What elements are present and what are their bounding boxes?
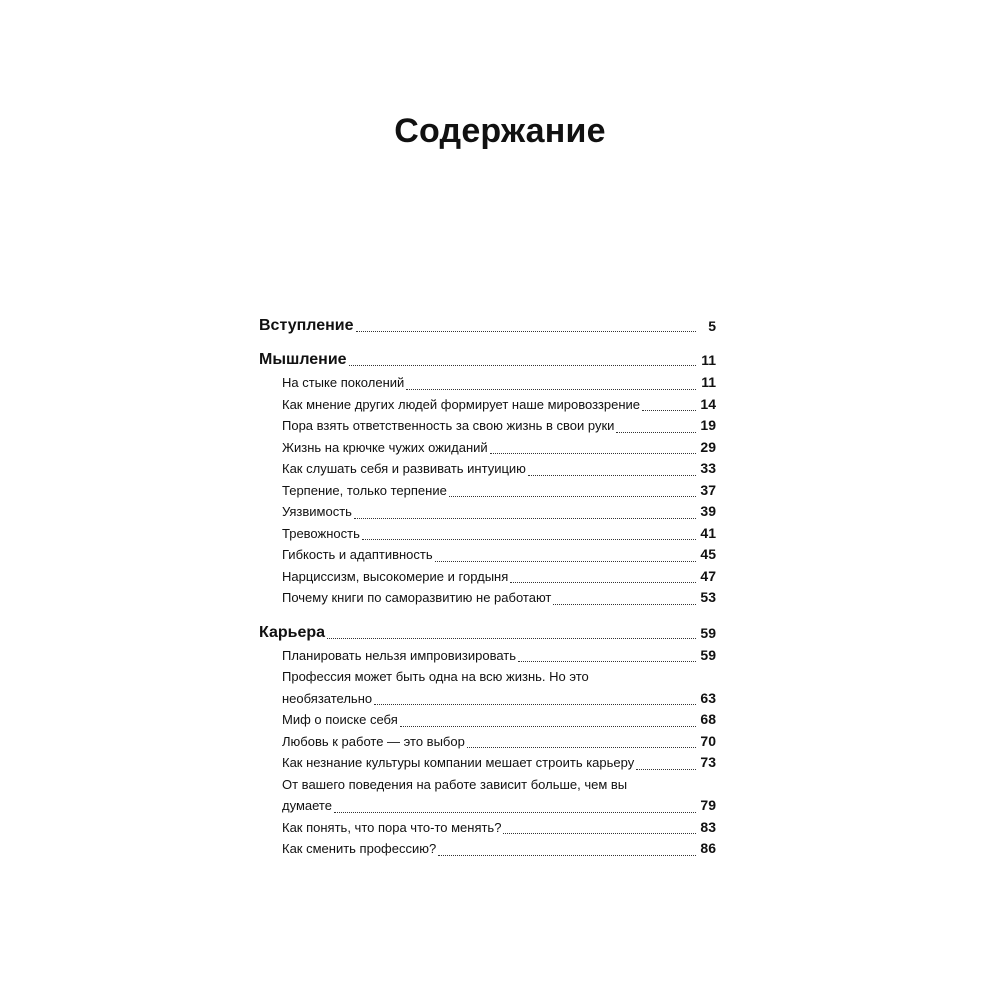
dot-leader bbox=[642, 400, 696, 411]
toc-item[interactable] bbox=[259, 566, 716, 588]
toc-item-label: Нарциссизм, высокомерие и гордыня bbox=[282, 568, 509, 584]
toc-item[interactable] bbox=[259, 752, 716, 774]
toc-part-label: Карьера bbox=[259, 623, 326, 641]
toc-item[interactable] bbox=[259, 501, 716, 523]
toc-item-label: Жизнь на крючке чужих ожиданий bbox=[282, 439, 488, 455]
dot-leader bbox=[528, 465, 696, 476]
toc-part-thinking[interactable] bbox=[259, 350, 716, 370]
toc-item[interactable] bbox=[259, 731, 716, 753]
toc-item-label: Пора взять ответственность за свою жизнь в свои руки bbox=[282, 418, 615, 433]
toc-item[interactable] bbox=[259, 544, 716, 566]
toc-page-number: 53 bbox=[700, 589, 716, 605]
toc-item-label: Как слушать себя и развивать интуицию bbox=[282, 461, 526, 476]
toc-item-label: На стыке поколений bbox=[282, 375, 405, 390]
page-title: Содержание bbox=[394, 112, 606, 150]
dot-leader bbox=[636, 759, 696, 770]
dot-leader bbox=[400, 716, 696, 727]
dot-leader bbox=[616, 422, 696, 433]
toc-page-number: 11 bbox=[701, 352, 716, 368]
toc-part-intro[interactable] bbox=[259, 316, 716, 336]
toc-part-career[interactable] bbox=[259, 623, 716, 643]
dot-leader bbox=[467, 737, 696, 748]
toc-part-label: Вступление bbox=[259, 317, 354, 334]
toc-page-number: 29 bbox=[700, 438, 716, 455]
toc-page-number: 79 bbox=[700, 797, 716, 813]
toc-item-label: Планировать нельзя импровизировать bbox=[282, 647, 517, 663]
toc-item-label-line2: необязательно bbox=[282, 690, 373, 706]
toc-item-label-line1: От вашего поведения на работе зависит больше, чем вы bbox=[282, 776, 628, 792]
toc-item[interactable] bbox=[259, 838, 716, 860]
toc-item-label: Почему книги по саморазвитию не работают bbox=[282, 590, 552, 605]
toc-page-number: 19 bbox=[700, 417, 716, 433]
toc-item-label-line2: думаете bbox=[282, 798, 332, 813]
toc-item-label: Как мнение других людей формирует наше мировоззрение bbox=[282, 396, 641, 412]
dot-leader bbox=[334, 802, 696, 813]
dot-leader bbox=[356, 321, 697, 332]
dot-leader bbox=[518, 651, 696, 662]
dot-leader bbox=[503, 823, 696, 834]
toc-item-label: Гибкость и адаптивность bbox=[282, 547, 433, 562]
dot-leader bbox=[438, 845, 696, 856]
toc-item[interactable] bbox=[259, 709, 716, 731]
dot-leader bbox=[406, 379, 696, 390]
toc-item[interactable] bbox=[259, 666, 716, 709]
toc-item[interactable] bbox=[259, 817, 716, 839]
toc-part-label: Мышление bbox=[259, 351, 347, 368]
toc-item-label: Как понять, что пора что-то менять? bbox=[282, 819, 502, 835]
toc-page-number: 83 bbox=[700, 818, 716, 835]
dot-leader bbox=[362, 529, 696, 540]
dot-leader bbox=[435, 551, 696, 562]
dot-leader bbox=[490, 443, 696, 454]
toc-item[interactable] bbox=[259, 437, 716, 459]
toc-page-number: 68 bbox=[700, 711, 716, 727]
toc-page-number: 39 bbox=[700, 503, 716, 519]
toc-page-number: 41 bbox=[700, 524, 716, 541]
toc-page-number: 73 bbox=[700, 754, 716, 770]
toc-item-label: Терпение, только терпение bbox=[282, 482, 447, 498]
toc-page-number: 33 bbox=[700, 460, 716, 476]
toc-item[interactable] bbox=[259, 372, 716, 394]
dot-leader bbox=[349, 355, 696, 366]
dot-leader bbox=[327, 628, 696, 639]
toc-item-label: Уязвимость bbox=[282, 504, 352, 519]
toc-item-label: Как незнание культуры компании мешает строить карьеру bbox=[282, 755, 635, 770]
toc-item-label: Миф о поиске себя bbox=[282, 712, 398, 727]
toc-page-number: 11 bbox=[701, 374, 716, 390]
toc-page-number: 37 bbox=[700, 481, 716, 498]
dot-leader bbox=[553, 594, 696, 605]
toc-item[interactable] bbox=[259, 587, 716, 609]
toc-page-number: 59 bbox=[700, 646, 716, 663]
toc-item-label: Как сменить профессию? bbox=[282, 841, 437, 856]
toc-item[interactable] bbox=[259, 523, 716, 545]
toc-item[interactable] bbox=[259, 415, 716, 437]
toc-item-label: Тревожность bbox=[282, 525, 360, 541]
toc-item[interactable] bbox=[259, 480, 716, 502]
toc-page-number: 14 bbox=[700, 395, 716, 412]
toc-page-number: 63 bbox=[700, 689, 716, 706]
toc-item[interactable] bbox=[259, 774, 716, 817]
dot-leader bbox=[510, 572, 696, 583]
dot-leader bbox=[354, 508, 696, 519]
dot-leader bbox=[449, 486, 696, 497]
toc-page-number: 86 bbox=[700, 840, 716, 856]
toc-page-number: 59 bbox=[700, 624, 716, 641]
toc-item[interactable] bbox=[259, 458, 716, 480]
toc-item-label-line1: Профессия может быть одна на всю жизнь. Но это bbox=[282, 669, 589, 684]
table-of-contents bbox=[259, 316, 716, 860]
toc-page-number: 45 bbox=[700, 546, 716, 562]
toc-item[interactable] bbox=[259, 645, 716, 667]
toc-page-number: 47 bbox=[700, 567, 716, 584]
toc-item[interactable] bbox=[259, 394, 716, 416]
toc-page-number: 70 bbox=[700, 732, 716, 749]
toc-page-number: 5 bbox=[708, 318, 716, 334]
toc-item-label: Любовь к работе — это выбор bbox=[282, 733, 465, 749]
dot-leader bbox=[374, 694, 696, 705]
